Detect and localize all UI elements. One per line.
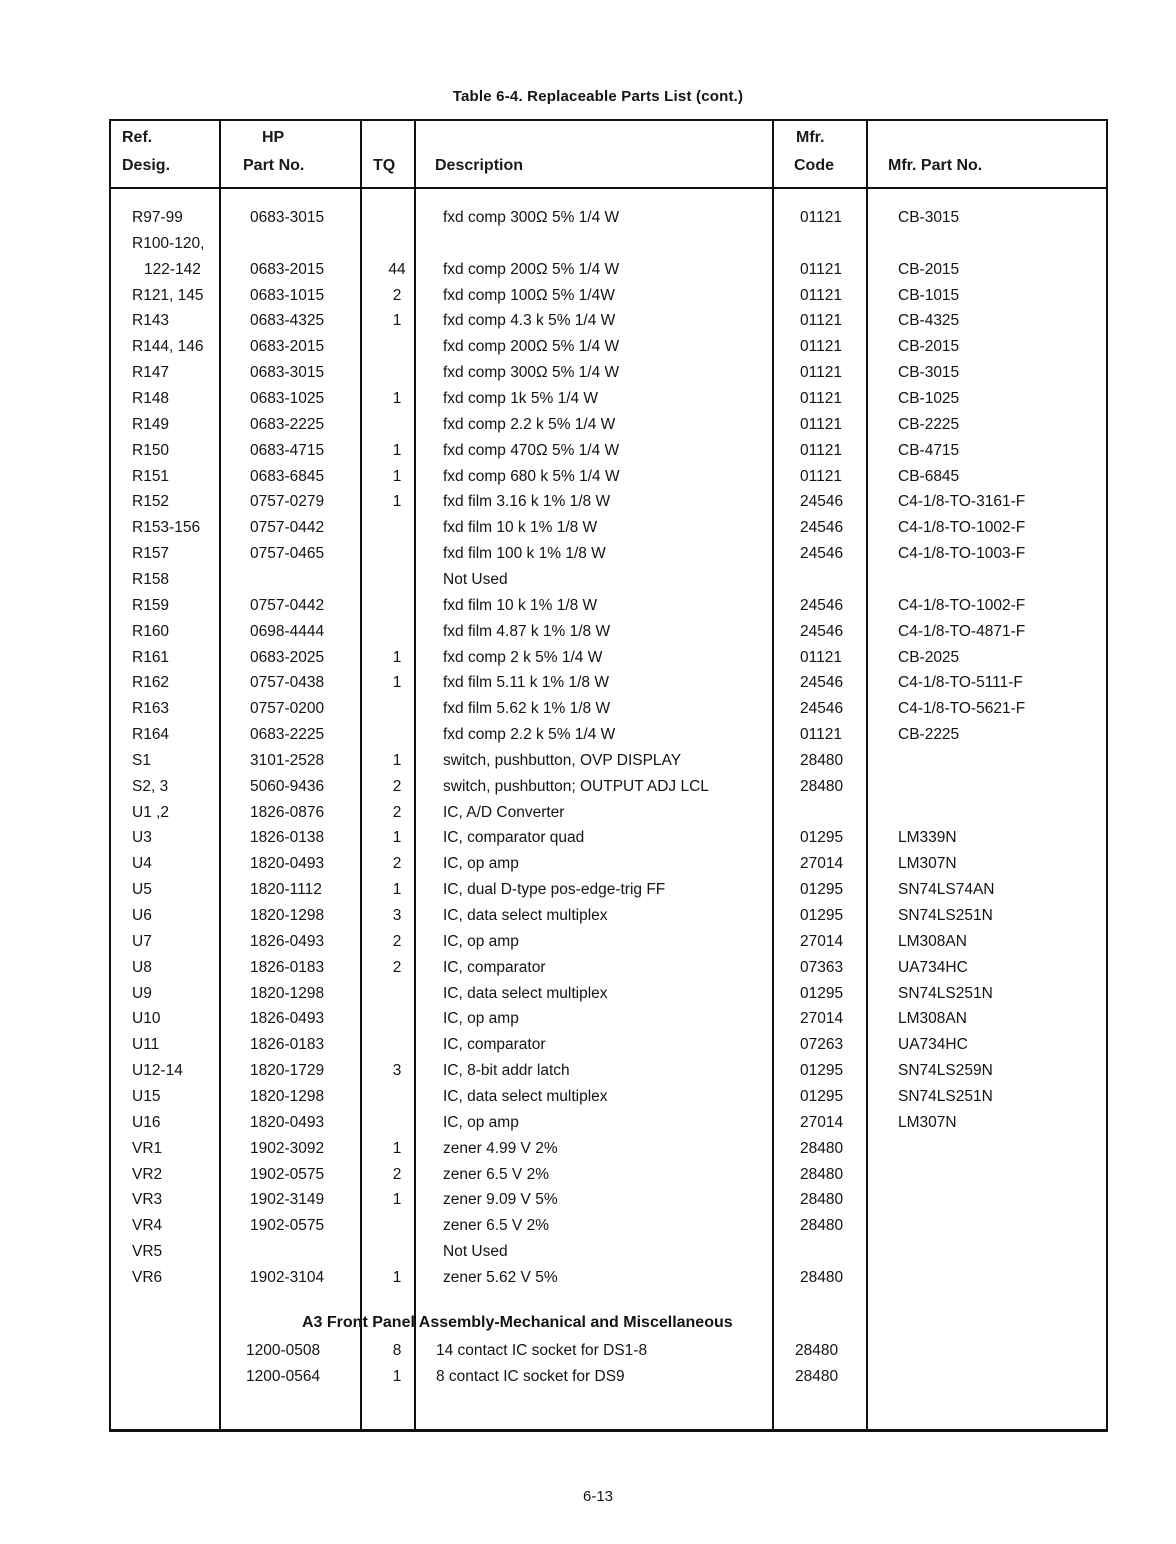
- cell-ref: U1 ,2: [132, 803, 170, 821]
- cell-ref: R158: [132, 570, 170, 588]
- cell-part-no: 0683-1025: [250, 390, 325, 407]
- cell-description: zener 5.62 V 5%: [443, 1268, 558, 1286]
- cell-tq: 1: [392, 312, 402, 330]
- cell-mfr-part-no: SN74LS259N: [898, 1062, 993, 1080]
- cell-ref: R164: [132, 726, 170, 743]
- table-row: [0, 958, 1176, 984]
- cell-mfr-code: 01121: [800, 338, 842, 356]
- cell-tq: 3: [392, 907, 402, 924]
- cell-part-no: 5060-9436: [250, 777, 325, 795]
- cell-tq: 1: [392, 674, 402, 692]
- cell-mfr-code: 01121: [800, 648, 842, 666]
- table-row: [0, 1139, 1176, 1165]
- cell-description: fxd film 10 k 1% 1/8 W: [443, 519, 598, 537]
- table-title: Table 6-4. Replaceable Parts List (cont.): [452, 88, 744, 105]
- cell-ref: R157: [132, 545, 170, 562]
- table-row: [0, 363, 1176, 389]
- cell-tq: 1: [392, 648, 402, 666]
- cell-mfr-part-no: C4-1/8-TO-5621-F: [898, 700, 1026, 718]
- cell-ref: U3: [132, 829, 152, 847]
- header-description: Description: [435, 157, 524, 174]
- table-row: [0, 570, 1176, 596]
- cell-tq: 1: [392, 441, 402, 459]
- cell-part-no: 1820-1298: [250, 1087, 325, 1105]
- table-row: [0, 1268, 1176, 1294]
- cell-ref: U10: [132, 1010, 161, 1028]
- table-row: [0, 777, 1176, 803]
- cell-description: fxd film 3.16 k 1% 1/8 W: [443, 493, 611, 511]
- cell-tq: 2: [392, 803, 402, 821]
- table-row: [0, 1216, 1176, 1242]
- cell-part-no: 1820-1298: [250, 984, 325, 1002]
- table-row: [0, 415, 1176, 441]
- cell-ref: R150: [132, 441, 170, 459]
- cell-ref: U12-14: [132, 1062, 183, 1080]
- cell-description: fxd comp 4.3 k 5% 1/4 W: [443, 312, 616, 330]
- cell-ref: R162: [132, 674, 170, 692]
- cell-description: IC, data select multiplex: [443, 1087, 608, 1105]
- header-tq: TQ: [373, 157, 396, 174]
- cell-mfr-code: 27014: [800, 1010, 844, 1028]
- cell-ref: U5: [132, 881, 152, 899]
- table-row: [0, 828, 1176, 854]
- cell-ref: R147: [132, 364, 170, 382]
- table-row: [0, 751, 1176, 777]
- cell-tq: 8: [392, 1342, 402, 1359]
- cell-mfr-part-no: CB-2015: [898, 338, 960, 356]
- cell-description: IC, op amp: [443, 1113, 519, 1131]
- cell-part-no: 1826-0876: [250, 803, 325, 821]
- cell-mfr-code: 01121: [800, 312, 842, 330]
- cell-mfr-code: 07363: [800, 958, 844, 976]
- cell-tq: 1: [392, 751, 402, 769]
- cell-part-no: 0683-2225: [250, 726, 325, 743]
- cell-mfr-code: 24546: [800, 596, 844, 614]
- table-row: [0, 932, 1176, 958]
- header-ref-desig: Desig.: [122, 157, 171, 174]
- cell-description: fxd film 10 k 1% 1/8 W: [443, 596, 598, 614]
- cell-ref: U8: [132, 958, 152, 976]
- cell-part-no: 1826-0493: [250, 1010, 325, 1028]
- cell-mfr-part-no: SN74LS74AN: [898, 881, 995, 899]
- cell-mfr-code: 01295: [800, 907, 844, 924]
- table-row: [0, 880, 1176, 906]
- cell-mfr-code: 24546: [800, 674, 844, 692]
- cell-part-no: 1826-0183: [250, 958, 325, 976]
- table-row: [0, 1035, 1176, 1061]
- cell-tq: 1: [392, 1191, 402, 1209]
- cell-part-no: 3101-2528: [250, 751, 325, 769]
- cell-tq: 1: [392, 467, 402, 485]
- table-row: [0, 1242, 1176, 1268]
- cell-mfr-code: 28480: [800, 1139, 844, 1157]
- cell-part-no: 1820-0493: [250, 1113, 325, 1131]
- table-row: [0, 518, 1176, 544]
- table-row: [0, 803, 1176, 829]
- cell-tq: 1: [392, 1139, 402, 1157]
- cell-mfr-part-no: UA734HC: [898, 1036, 968, 1054]
- header-mfr-part-no: Mfr. Part No.: [888, 157, 983, 174]
- cell-mfr-code: 24546: [800, 519, 844, 537]
- cell-part-no: 0683-4325: [250, 312, 325, 330]
- cell-tq: 3: [392, 1062, 402, 1080]
- cell-ref: VR3: [132, 1191, 163, 1209]
- cell-ref: R100-120,: [132, 234, 205, 252]
- table-row: [0, 699, 1176, 725]
- cell-part-no: 0683-2225: [250, 415, 325, 433]
- cell-mfr-part-no: C4-1/8-TO-1002-F: [898, 519, 1026, 537]
- cell-ref: R149: [132, 415, 170, 433]
- cell-mfr-part-no: C4-1/8-TO-5111-F: [898, 674, 1023, 692]
- table-row: [0, 441, 1176, 467]
- table-row: [0, 1113, 1176, 1139]
- cell-part-no: 0757-0438: [250, 674, 325, 692]
- cell-ref: U4: [132, 855, 152, 873]
- cell-ref: S2, 3: [132, 777, 169, 795]
- cell-ref: R160: [132, 622, 170, 640]
- cell-part-no: 1902-3104: [250, 1268, 325, 1286]
- cell-ref: R143: [132, 312, 170, 330]
- cell-description: Not Used: [443, 570, 508, 588]
- cell-mfr-code: 01295: [800, 881, 844, 899]
- cell-mfr-part-no: CB-3015: [898, 364, 960, 382]
- cell-description: IC, comparator: [443, 958, 546, 976]
- table-row: [0, 467, 1176, 493]
- cell-part-no: 0683-3015: [250, 209, 325, 226]
- cell-description: fxd film 4.87 k 1% 1/8 W: [443, 622, 611, 640]
- cell-tq: 1: [392, 1368, 402, 1385]
- cell-mfr-code: 27014: [800, 932, 844, 950]
- cell-description: zener 9.09 V 5%: [443, 1191, 558, 1209]
- cell-description: fxd comp 100Ω 5% 1/4W: [443, 286, 615, 304]
- cell-mfr-code: 01121: [800, 390, 842, 407]
- cell-mfr-part-no: CB-1025: [898, 390, 960, 407]
- cell-description: fxd comp 200Ω 5% 1/4 W: [443, 338, 620, 356]
- cell-ref: U6: [132, 907, 152, 924]
- cell-ref: VR4: [132, 1217, 163, 1235]
- cell-description: Not Used: [443, 1243, 508, 1260]
- cell-mfr-code: 01295: [800, 829, 844, 847]
- cell-description: fxd comp 2.2 k 5% 1/4 W: [443, 726, 616, 743]
- cell-mfr-part-no: C4-1/8-TO-3161-F: [898, 493, 1026, 511]
- cell-ref: VR1: [132, 1139, 163, 1157]
- cell-ref: R144, 146: [132, 338, 204, 356]
- cell-tq: 2: [392, 932, 402, 950]
- table-row: [0, 1341, 1176, 1367]
- cell-part-no: 1820-1298: [250, 907, 325, 924]
- cell-mfr-part-no: C4-1/8-TO-1002-F: [898, 596, 1026, 614]
- cell-part-no: 0757-0200: [250, 700, 325, 718]
- cell-tq: 1: [392, 829, 402, 847]
- table-row: [0, 648, 1176, 674]
- table-row: [0, 906, 1176, 932]
- cell-description: fxd comp 2 k 5% 1/4 W: [443, 648, 603, 666]
- cell-ref: R121, 145: [132, 286, 204, 304]
- cell-ref: VR2: [132, 1165, 163, 1183]
- cell-part-no: 1902-0575: [250, 1165, 325, 1183]
- cell-ref: VR5: [132, 1243, 163, 1260]
- cell-part-no: 1902-3092: [250, 1139, 325, 1157]
- cell-mfr-part-no: SN74LS251N: [898, 984, 993, 1002]
- table-row: [0, 286, 1176, 312]
- cell-mfr-code: 24546: [800, 545, 844, 562]
- page-number: 6-13: [582, 1488, 614, 1505]
- table-row: [0, 1087, 1176, 1113]
- table-row: [0, 1190, 1176, 1216]
- cell-mfr-part-no: CB-3015: [898, 209, 960, 226]
- cell-mfr-code: 01295: [800, 1087, 844, 1105]
- table-row: [0, 544, 1176, 570]
- cell-mfr-part-no: UA734HC: [898, 958, 968, 976]
- table-row: [0, 1009, 1176, 1035]
- header-mfr: Mfr.: [796, 129, 825, 146]
- cell-tq: 44: [388, 260, 406, 278]
- cell-mfr-code: 01121: [800, 209, 842, 226]
- cell-mfr-code: 01121: [800, 415, 842, 433]
- table-row: [0, 1367, 1176, 1393]
- header-hp: HP: [262, 129, 285, 146]
- cell-part-no: 0698-4444: [250, 622, 325, 640]
- cell-description: fxd comp 200Ω 5% 1/4 W: [443, 260, 620, 278]
- cell-description: IC, op amp: [443, 1010, 519, 1028]
- cell-tq: 2: [392, 1165, 402, 1183]
- cell-mfr-part-no: LM307N: [898, 855, 957, 873]
- cell-mfr-code: 01121: [800, 364, 842, 382]
- header-part-no: Part No.: [243, 157, 305, 174]
- cell-description: IC, op amp: [443, 855, 519, 873]
- cell-description: zener 4.99 V 2%: [443, 1139, 558, 1157]
- cell-part-no: 0683-2015: [250, 338, 325, 356]
- cell-description: fxd film 100 k 1% 1/8 W: [443, 545, 606, 562]
- cell-mfr-code: 28480: [795, 1342, 839, 1359]
- cell-mfr-code: 27014: [800, 1113, 844, 1131]
- table-row: [0, 596, 1176, 622]
- cell-mfr-code: 07263: [800, 1036, 844, 1054]
- cell-mfr-part-no: CB-4715: [898, 441, 960, 459]
- cell-description: IC, comparator: [443, 1036, 546, 1054]
- cell-ref: R161: [132, 648, 170, 666]
- cell-description: fxd film 5.11 k 1% 1/8 W: [443, 674, 609, 692]
- table-row: [0, 260, 1176, 286]
- table-row: [0, 1061, 1176, 1087]
- cell-tq: 1: [392, 1268, 402, 1286]
- cell-description: IC, data select multiplex: [443, 984, 608, 1002]
- cell-mfr-code: 01121: [800, 260, 842, 278]
- cell-part-no: 0683-1015: [250, 286, 325, 304]
- cell-tq: 1: [392, 493, 402, 511]
- table-row: [0, 673, 1176, 699]
- cell-mfr-part-no: C4-1/8-TO-4871-F: [898, 622, 1026, 640]
- table-row: [0, 725, 1176, 751]
- cell-part-no: 1826-0493: [250, 932, 325, 950]
- table-row: [0, 854, 1176, 880]
- cell-mfr-part-no: CB-2225: [898, 726, 960, 743]
- cell-tq: 1: [392, 881, 402, 899]
- cell-mfr-part-no: CB-1015: [898, 286, 960, 304]
- cell-ref: R159: [132, 596, 170, 614]
- cell-part-no: 0683-3015: [250, 364, 325, 382]
- cell-part-no: 1902-3149: [250, 1191, 325, 1209]
- cell-description: fxd comp 300Ω 5% 1/4 W: [443, 209, 620, 226]
- cell-mfr-code: 24546: [800, 622, 844, 640]
- cell-mfr-code: 28480: [795, 1368, 839, 1385]
- cell-description: IC, dual D-type pos-edge-trig FF: [443, 881, 666, 899]
- cell-mfr-part-no: CB-6845: [898, 467, 960, 485]
- cell-part-no: 0757-0442: [250, 596, 325, 614]
- cell-description: IC, op amp: [443, 932, 519, 950]
- cell-description: fxd film 5.62 k 1% 1/8 W: [443, 700, 611, 718]
- cell-mfr-code: 28480: [800, 1217, 844, 1235]
- cell-mfr-code: 01121: [800, 726, 842, 743]
- cell-part-no: 0683-2025: [250, 648, 325, 666]
- table-row: [0, 311, 1176, 337]
- cell-description: fxd comp 300Ω 5% 1/4 W: [443, 364, 620, 382]
- cell-description: IC, comparator quad: [443, 829, 585, 847]
- cell-ref: R152: [132, 493, 170, 511]
- table-row: [0, 234, 1176, 260]
- cell-mfr-part-no: CB-2225: [898, 415, 960, 433]
- cell-ref: U16: [132, 1113, 161, 1131]
- cell-part-no: 0683-4715: [250, 441, 325, 459]
- cell-tq: 2: [392, 777, 402, 795]
- cell-ref: R153-156: [132, 519, 201, 537]
- cell-ref: R97-99: [132, 209, 183, 226]
- cell-mfr-code: 28480: [800, 751, 844, 769]
- cell-mfr-code: 01121: [800, 441, 842, 459]
- cell-part-no: 0757-0442: [250, 519, 325, 537]
- table-row: [0, 984, 1176, 1010]
- cell-part-no: 1902-0575: [250, 1217, 325, 1235]
- cell-part-no: 1200-0508: [246, 1342, 321, 1359]
- cell-ref: U11: [132, 1036, 160, 1054]
- cell-ref: U15: [132, 1087, 161, 1105]
- cell-description: 14 contact IC socket for DS1-8: [436, 1342, 648, 1359]
- header-ref: Ref.: [122, 129, 153, 146]
- cell-mfr-code: 27014: [800, 855, 844, 873]
- header-divider: [109, 187, 1108, 189]
- header-mfr-code: Code: [794, 157, 834, 174]
- cell-tq: 2: [392, 958, 402, 976]
- cell-mfr-code: 28480: [800, 777, 844, 795]
- cell-ref: U7: [132, 932, 152, 950]
- cell-tq: 2: [392, 855, 402, 873]
- cell-mfr-part-no: C4-1/8-TO-1003-F: [898, 545, 1026, 562]
- cell-description: fxd comp 680 k 5% 1/4 W: [443, 467, 620, 485]
- cell-mfr-part-no: CB-2025: [898, 648, 960, 666]
- cell-mfr-part-no: LM307N: [898, 1113, 957, 1131]
- cell-part-no: 1826-0138: [250, 829, 325, 847]
- cell-mfr-code: 28480: [800, 1268, 844, 1286]
- cell-part-no: 0683-2015: [250, 260, 325, 278]
- cell-description: zener 6.5 V 2%: [443, 1217, 549, 1235]
- section-title: A3 Front Panel Assembly-Mechanical and Miscellaneous: [302, 1314, 733, 1331]
- cell-mfr-part-no: SN74LS251N: [898, 907, 993, 924]
- cell-mfr-code: 01121: [800, 286, 842, 304]
- cell-mfr-part-no: LM339N: [898, 829, 957, 847]
- table-row: [0, 1165, 1176, 1191]
- cell-description: fxd comp 1k 5% 1/4 W: [443, 390, 599, 407]
- cell-mfr-code: 28480: [800, 1165, 844, 1183]
- cell-part-no: 0757-0279: [250, 493, 325, 511]
- cell-mfr-part-no: CB-4325: [898, 312, 960, 330]
- cell-description: zener 6.5 V 2%: [443, 1165, 549, 1183]
- cell-ref: U9: [132, 984, 152, 1002]
- cell-mfr-code: 28480: [800, 1191, 844, 1209]
- cell-mfr-part-no: LM308AN: [898, 932, 967, 950]
- cell-part-no: 1200-0564: [246, 1368, 321, 1385]
- cell-description: fxd comp 2.2 k 5% 1/4 W: [443, 415, 616, 433]
- cell-mfr-code: 01121: [800, 467, 842, 485]
- cell-mfr-code: 01295: [800, 984, 844, 1002]
- cell-mfr-part-no: SN74LS251N: [898, 1087, 993, 1105]
- cell-part-no: 1826-0183: [250, 1036, 325, 1054]
- cell-tq: 1: [392, 390, 402, 407]
- cell-tq: 2: [392, 286, 402, 304]
- cell-mfr-code: 01295: [800, 1062, 844, 1080]
- cell-mfr-code: 24546: [800, 493, 844, 511]
- cell-ref: 122-142: [144, 260, 201, 278]
- cell-part-no: 0683-6845: [250, 467, 325, 485]
- cell-description: switch, pushbutton, OVP DISPLAY: [443, 751, 682, 769]
- cell-description: IC, A/D Converter: [443, 803, 565, 821]
- table-row: [0, 622, 1176, 648]
- table-row: [0, 208, 1176, 234]
- cell-description: IC, 8-bit addr latch: [443, 1062, 570, 1080]
- cell-ref: R151: [132, 467, 170, 485]
- cell-ref: R148: [132, 390, 170, 407]
- cell-ref: S1: [132, 751, 151, 769]
- cell-part-no: 1820-1112: [250, 881, 322, 899]
- cell-description: switch, pushbutton; OUTPUT ADJ LCL: [443, 777, 709, 795]
- cell-part-no: 1820-0493: [250, 855, 325, 873]
- cell-description: fxd comp 470Ω 5% 1/4 W: [443, 441, 620, 459]
- table-row: [0, 337, 1176, 363]
- cell-description: 8 contact IC socket for DS9: [436, 1368, 625, 1385]
- cell-part-no: 0757-0465: [250, 545, 325, 562]
- cell-mfr-code: 24546: [800, 700, 844, 718]
- table-row: [0, 389, 1176, 415]
- cell-description: IC, data select multiplex: [443, 907, 608, 924]
- cell-mfr-part-no: LM308AN: [898, 1010, 967, 1028]
- table-row: [0, 492, 1176, 518]
- cell-mfr-part-no: CB-2015: [898, 260, 960, 278]
- cell-ref: R163: [132, 700, 170, 718]
- cell-ref: VR6: [132, 1268, 163, 1286]
- cell-part-no: 1820-1729: [250, 1062, 325, 1080]
